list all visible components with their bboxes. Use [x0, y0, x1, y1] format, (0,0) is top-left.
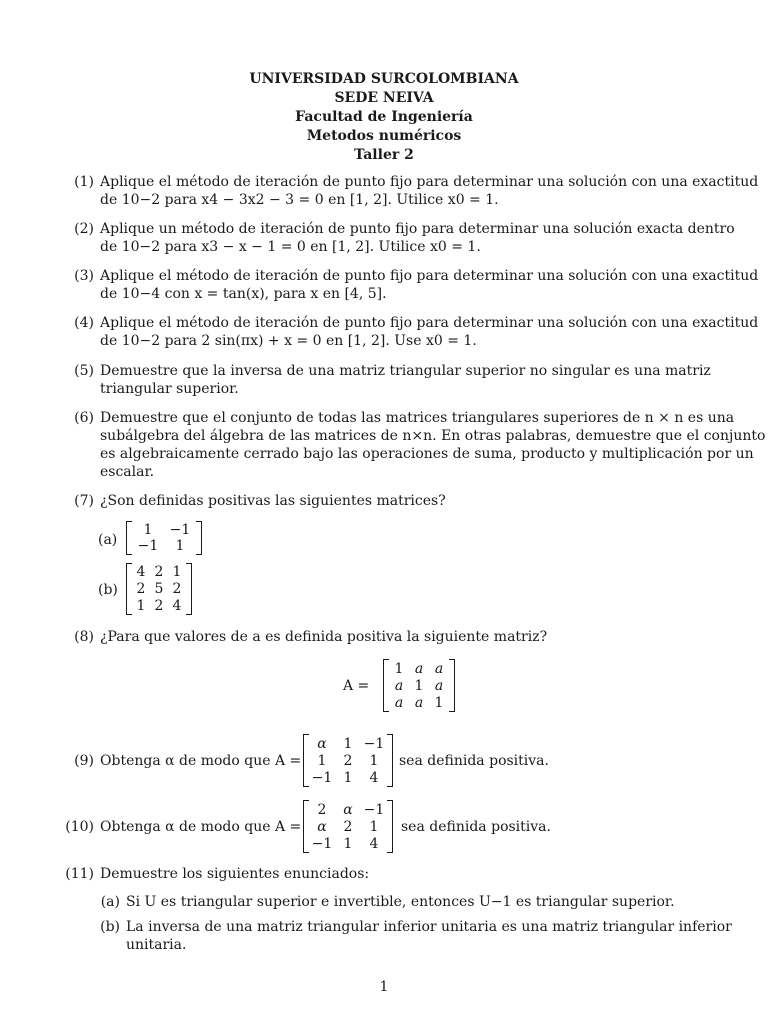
matrix-cell: −1	[363, 735, 385, 752]
problem-text-line: escalar.	[100, 464, 155, 480]
matrix-cell: 2	[343, 818, 353, 835]
matrix-cell: 4	[136, 564, 146, 581]
matrix-cell: −1	[311, 835, 333, 852]
matrix-cell: 2	[154, 597, 164, 614]
matrix-right-bracket	[196, 521, 202, 555]
problem-number: (1)	[74, 174, 94, 190]
problem-text-line: Demuestre los siguientes enunciados:	[100, 866, 370, 882]
problem-text: sea definida positiva.	[401, 819, 551, 835]
matrix-9	[303, 734, 393, 787]
matrix-cell: −1	[311, 769, 333, 786]
problem-text: Obtenga α de modo que A =	[100, 753, 302, 769]
problem-text-line: de 10−4 con x = tan(x), para x en [4, 5].	[100, 286, 387, 302]
matrix-10	[303, 800, 393, 853]
matrix-cell: 1	[317, 752, 327, 769]
page-number: 1	[379, 979, 389, 995]
matrix-cell: 1	[175, 538, 185, 554]
problem-number: (2)	[74, 221, 94, 237]
matrix-lhs: A =	[343, 678, 370, 694]
problem-text: sea definida positiva.	[399, 753, 549, 769]
matrix-cell: a	[414, 660, 424, 677]
problem-number: (8)	[74, 629, 94, 645]
course-name: Metodos numéricos	[306, 128, 462, 144]
problem-text-line: Demuestre que la inversa de una matriz triangular superior no singular es una matriz	[100, 363, 711, 379]
problem-text-line: triangular superior.	[100, 381, 239, 397]
matrix-cell: a	[434, 677, 444, 694]
matrix-cell: 5	[154, 581, 164, 597]
matrix-cell: a	[414, 694, 424, 711]
problem-text-line: de 10−2 para 2 sin(πx) + x = 0 en [1, 2]. Use x0 = 1.	[100, 333, 477, 349]
matrix-cell: α	[343, 801, 353, 818]
problem-text-line: Demuestre que el conjunto de todas las matrices triangulares superiores de n × n es una	[100, 410, 735, 426]
problem-number: (5)	[74, 363, 94, 379]
problem-number: (4)	[74, 315, 94, 331]
problem-text-line: Aplique un método de iteración de punto fijo para determinar una solución exacta dentro	[100, 221, 735, 237]
matrix-cell: 1	[434, 694, 444, 711]
campus-name: SEDE NEIVA	[334, 90, 434, 106]
subitem-label: (a)	[98, 532, 118, 548]
matrix-cell: a	[394, 677, 404, 694]
matrix-cell: −1	[363, 801, 385, 818]
matrix-cell: 2	[172, 581, 182, 597]
matrix-cell: α	[317, 818, 327, 835]
problem-number: (9)	[74, 753, 94, 769]
problem-text-line: de 10−2 para x4 − 3x2 − 3 = 0 en [1, 2]. Utilice x0 = 1.	[100, 192, 499, 208]
matrix-cell: 1	[343, 735, 353, 752]
matrix-cell: a	[434, 660, 444, 677]
problem-number: (7)	[74, 493, 94, 509]
matrix-right-bracket	[387, 800, 393, 853]
matrix-7a	[126, 521, 202, 555]
matrix-cell: 4	[172, 597, 182, 614]
matrix-cell: 2	[154, 564, 164, 581]
problem-text-line: Aplique el método de iteración de punto fijo para determinar una solución con una exactitud	[100, 315, 759, 331]
matrix-right-bracket	[186, 563, 192, 615]
problem-number: (11)	[65, 866, 94, 882]
problem-number: (3)	[74, 268, 94, 284]
matrix-cell: 2	[136, 581, 146, 597]
matrix-cell: 1	[136, 597, 146, 614]
matrix-cell: 2	[317, 801, 327, 818]
subitem-text-line: unitaria.	[126, 937, 187, 953]
matrix-cell: 1	[414, 677, 424, 694]
matrix-cell: 1	[369, 818, 379, 835]
problem-text-line: ¿Son definidas positivas las siguientes matrices?	[100, 493, 446, 509]
matrix-cell: −1	[169, 522, 191, 538]
matrix-cell: 1	[343, 835, 353, 852]
matrix-cell: 4	[369, 769, 379, 786]
problem-text-line: Aplique el método de iteración de punto fijo para determinar una solución con una exactitud	[100, 174, 759, 190]
matrix-8	[383, 659, 455, 712]
problem-number: (6)	[74, 410, 94, 426]
matrix-cell: 1	[343, 769, 353, 786]
matrix-cell: 1	[394, 660, 404, 677]
subitem-text: Si U es triangular superior e invertible, entonces U−1 es triangular superior.	[126, 894, 675, 910]
matrix-right-bracket	[449, 659, 455, 712]
problem-number: (10)	[65, 819, 94, 835]
matrix-cell: a	[394, 694, 404, 711]
subitem-label: (b)	[98, 582, 118, 598]
matrix-cell: 4	[369, 835, 379, 852]
subitem-label: (a)	[100, 894, 120, 910]
problem-text-line: Aplique el método de iteración de punto fijo para determinar una solución con una exactitud	[100, 268, 759, 284]
problem-text-line: de 10−2 para x3 − x − 1 = 0 en [1, 2]. Utilice x0 = 1.	[100, 239, 481, 255]
university-name: UNIVERSIDAD SURCOLOMBIANA	[249, 71, 519, 87]
subitem-text-line: La inversa de una matriz triangular inferior unitaria es una matriz triangular inferior	[126, 919, 732, 935]
matrix-cell: 1	[143, 522, 153, 538]
matrix-cell: 1	[172, 564, 182, 581]
problem-text-line: subálgebra del álgebra de las matrices de n×n. En otras palabras, demuestre que el conjunto	[100, 428, 766, 444]
problem-text-line: es algebraicamente cerrado bajo las operaciones de suma, producto y multiplicación por un	[100, 446, 754, 462]
problem-text: Obtenga α de modo que A =	[100, 819, 302, 835]
faculty-name: Facultad de Ingeniería	[295, 109, 473, 125]
problem-text-line: ¿Para que valores de a es definida positiva la siguiente matriz?	[100, 629, 548, 645]
matrix-cell: 2	[343, 752, 353, 769]
document-header	[0, 70, 768, 165]
matrix-cell: α	[317, 735, 327, 752]
subitem-label: (b)	[100, 919, 120, 935]
matrix-right-bracket	[387, 734, 393, 787]
matrix-cell: −1	[137, 538, 159, 554]
assignment-title: Taller 2	[354, 147, 414, 163]
matrix-cell: 1	[369, 752, 379, 769]
matrix-7b	[126, 563, 192, 615]
